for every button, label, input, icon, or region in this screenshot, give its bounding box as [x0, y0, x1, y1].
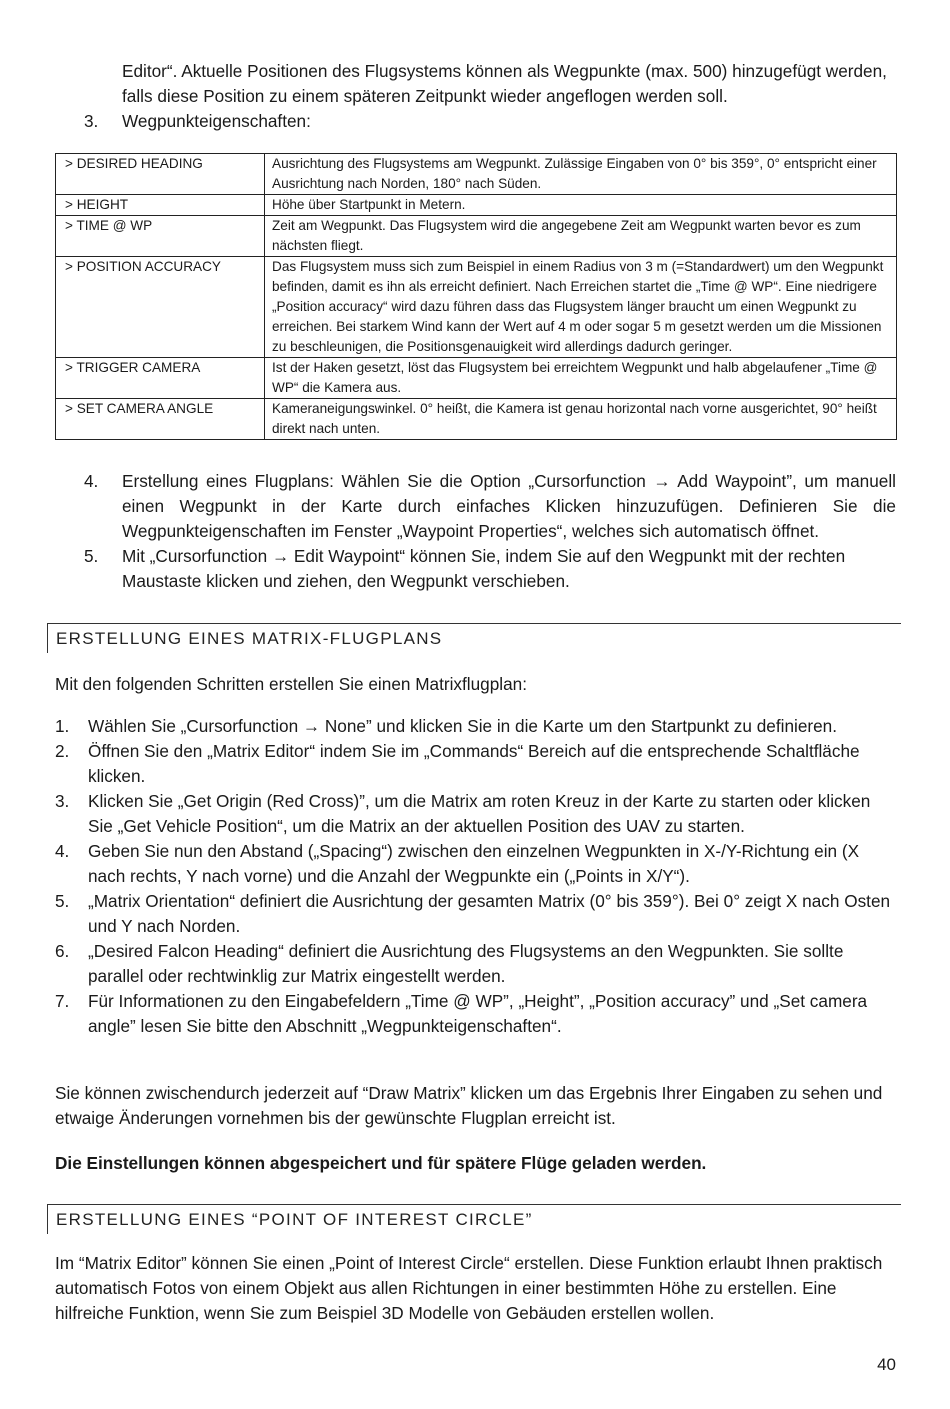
list-item — [84, 109, 896, 134]
property-name: > SET CAMERA ANGLE — [56, 399, 265, 440]
section-title: ERSTELLUNG EINES MATRIX-FLUGPLANS — [56, 629, 443, 648]
poi-paragraph: Im “Matrix Editor” können Sie einen „Point of Interest Circle“ erstellen. Diese Funktion erlaubt Ihnen praktisch automatisch Fotos von einem Objekt aus allen Richtungen in einer bestimmten Höhe zu erstellen. Eine hilfreiche Funktion, wenn Sie zum Beispiel 3D Modelle von Gebäuden erstellen wollen. — [55, 1253, 883, 1323]
list-number: 2. — [55, 741, 70, 761]
property-name: > DESIRED HEADING — [56, 154, 265, 195]
save-note: Die Einstellungen können abgespeichert und für spätere Flüge geladen werden. — [55, 1153, 707, 1173]
table-row — [56, 257, 897, 358]
list-number: 5. — [84, 546, 99, 566]
list-text: „Matrix Orientation“ definiert die Ausrichtung der gesamten Matrix (0° bis 359°). Bei 0° zeigt X nach Osten und Y nach Norden. — [88, 891, 891, 936]
list-text: Wählen Sie „Cursorfunction → None” und klicken Sie in die Karte um den Startpunkt zu definieren. — [88, 716, 837, 736]
list-item — [84, 544, 896, 594]
list-text: Klicken Sie „Get Origin (Red Cross)”, um die Matrix am roten Kreuz in der Karte zu starten oder klicken Sie „Get Vehicle Position“, um die Matrix an der aktuellen Position des UAV zu starten. — [88, 791, 871, 836]
list-text: „Desired Falcon Heading“ definiert die Ausrichtung des Flugsystems an den Wegpunkten. Sie sollte parallel oder rechtwinklig zur Matrix eingestellt werden. — [88, 941, 844, 986]
section-title: ERSTELLUNG EINES “POINT OF INTEREST CIRCLE” — [56, 1210, 533, 1229]
list-text: Für Informationen zu den Eingabefeldern „Time @ WP”, „Height”, „Position accuracy” und „Set camera angle” lesen Sie bitte den Abschnitt „Wegpunkteigenschaften“. — [88, 991, 868, 1036]
property-name: > TRIGGER CAMERA — [56, 358, 265, 399]
list-item — [84, 469, 896, 544]
list-text: Editor“. Aktuelle Positionen des Flugsystems können als Wegpunkte (max. 500) hinzugefügt werden, falls diese Position zu einem späteren Zeitpunkt wieder angeflogen werden soll. — [122, 61, 887, 106]
intro-list — [84, 59, 896, 134]
list-number: 4. — [55, 841, 70, 861]
table-row — [56, 399, 897, 440]
table-row — [56, 195, 897, 216]
property-description: Zeit am Wegpunkt. Das Flugsystem wird die angegebene Zeit am Wegpunkt warten bevor es zum nächsten fliegt. — [265, 216, 897, 257]
list-number: 5. — [55, 891, 70, 911]
list-item — [84, 59, 896, 109]
flightplan-list — [84, 469, 896, 594]
property-description: Kameraneigungswinkel. 0° heißt, die Kamera ist genau horizontal nach vorne ausgerichtet, 90° heißt direkt nach unten. — [265, 399, 897, 440]
table-row — [56, 358, 897, 399]
property-description: Ausrichtung des Flugsystems am Wegpunkt. Zulässige Eingaben von 0° bis 359°, 0° entspricht einer Ausrichtung nach Norden, 180° nach Süden. — [265, 154, 897, 195]
property-name: > POSITION ACCURACY — [56, 257, 265, 358]
list-item — [55, 739, 897, 789]
list-text: Öffnen Sie den „Matrix Editor“ indem Sie im „Commands“ Bereich auf die entsprechende Schaltfläche klicken. — [88, 741, 860, 786]
list-text: Geben Sie nun den Abstand („Spacing“) zwischen den einzelnen Wegpunkten in X-/Y-Richtung ein (X nach rechts, Y nach vorne) und die Anzahl der Wegpunkte ein („Points in X/Y“). — [88, 841, 860, 886]
property-description: Ist der Haken gesetzt, löst das Flugsystem bei erreichtem Wegpunkt und halb abgelaufener „Time @ WP“ die Kamera aus. — [265, 358, 897, 399]
list-number: 4. — [84, 471, 99, 491]
section-heading-matrix — [47, 623, 901, 653]
property-name: > TIME @ WP — [56, 216, 265, 257]
waypoint-properties-table — [55, 153, 897, 440]
list-item — [55, 839, 897, 889]
list-number: 6. — [55, 941, 70, 961]
list-number: 3. — [84, 111, 99, 131]
list-number: 7. — [55, 991, 70, 1011]
matrix-steps-list — [55, 714, 897, 1039]
list-item — [55, 939, 897, 989]
list-item — [55, 789, 897, 839]
list-number: 1. — [55, 716, 70, 736]
list-text: Erstellung eines Flugplans: Wählen Sie die Option „Cursorfunction → Add Waypoint”, um manuell einen Wegpunkt in der Karte durch einfaches Klicken hinzuzufügen. Definieren Sie die Wegpunkteigenschaften im Fenster „Waypoint Properties“, welches sich automatisch öffnet. — [122, 471, 896, 541]
list-number — [84, 59, 122, 109]
list-text: Mit „Cursorfunction → Edit Waypoint“ können Sie, indem Sie auf den Wegpunkt mit der rechten Maustaste klicken und ziehen, den Wegpunkt verschieben. — [122, 546, 846, 591]
property-name: > HEIGHT — [56, 195, 265, 216]
property-description: Das Flugsystem muss sich zum Beispiel in einem Radius von 3 m (=Standardwert) um den Wegpunkt befinden, damit es ihn als erreicht definiert. Nach Erreichen startet die „Time @ WP“. Eine niedrigere „Position accuracy“ wird dazu führen dass das Flugsystem länger braucht um einen Wegpunkt zu erreichen. Bei starkem Wind kann der Wert auf 4 m oder sogar 5 m gesetzt werden um die Missionen zu beschleunigen, die Positionsgenauigkeit wird allerdings dadurch geringer. — [265, 257, 897, 358]
draw-matrix-note: Sie können zwischendurch jederzeit auf “Draw Matrix” klicken um das Ergebnis Ihrer Eingaben zu sehen und etwaige Änderungen vornehmen bis der gewünschte Flugplan erreicht ist. — [55, 1083, 883, 1128]
list-number: 3. — [55, 791, 70, 811]
section-intro: Mit den folgenden Schritten erstellen Sie einen Matrixflugplan: — [55, 674, 527, 694]
list-item — [55, 989, 897, 1039]
list-text: Wegpunkteigenschaften: — [122, 111, 311, 131]
page-number: 40 — [877, 1355, 896, 1374]
property-description: Höhe über Startpunkt in Metern. — [265, 195, 897, 216]
table-row — [56, 216, 897, 257]
list-item — [55, 714, 897, 739]
table-row — [56, 154, 897, 195]
section-heading-poi — [47, 1204, 901, 1234]
list-item — [55, 889, 897, 939]
